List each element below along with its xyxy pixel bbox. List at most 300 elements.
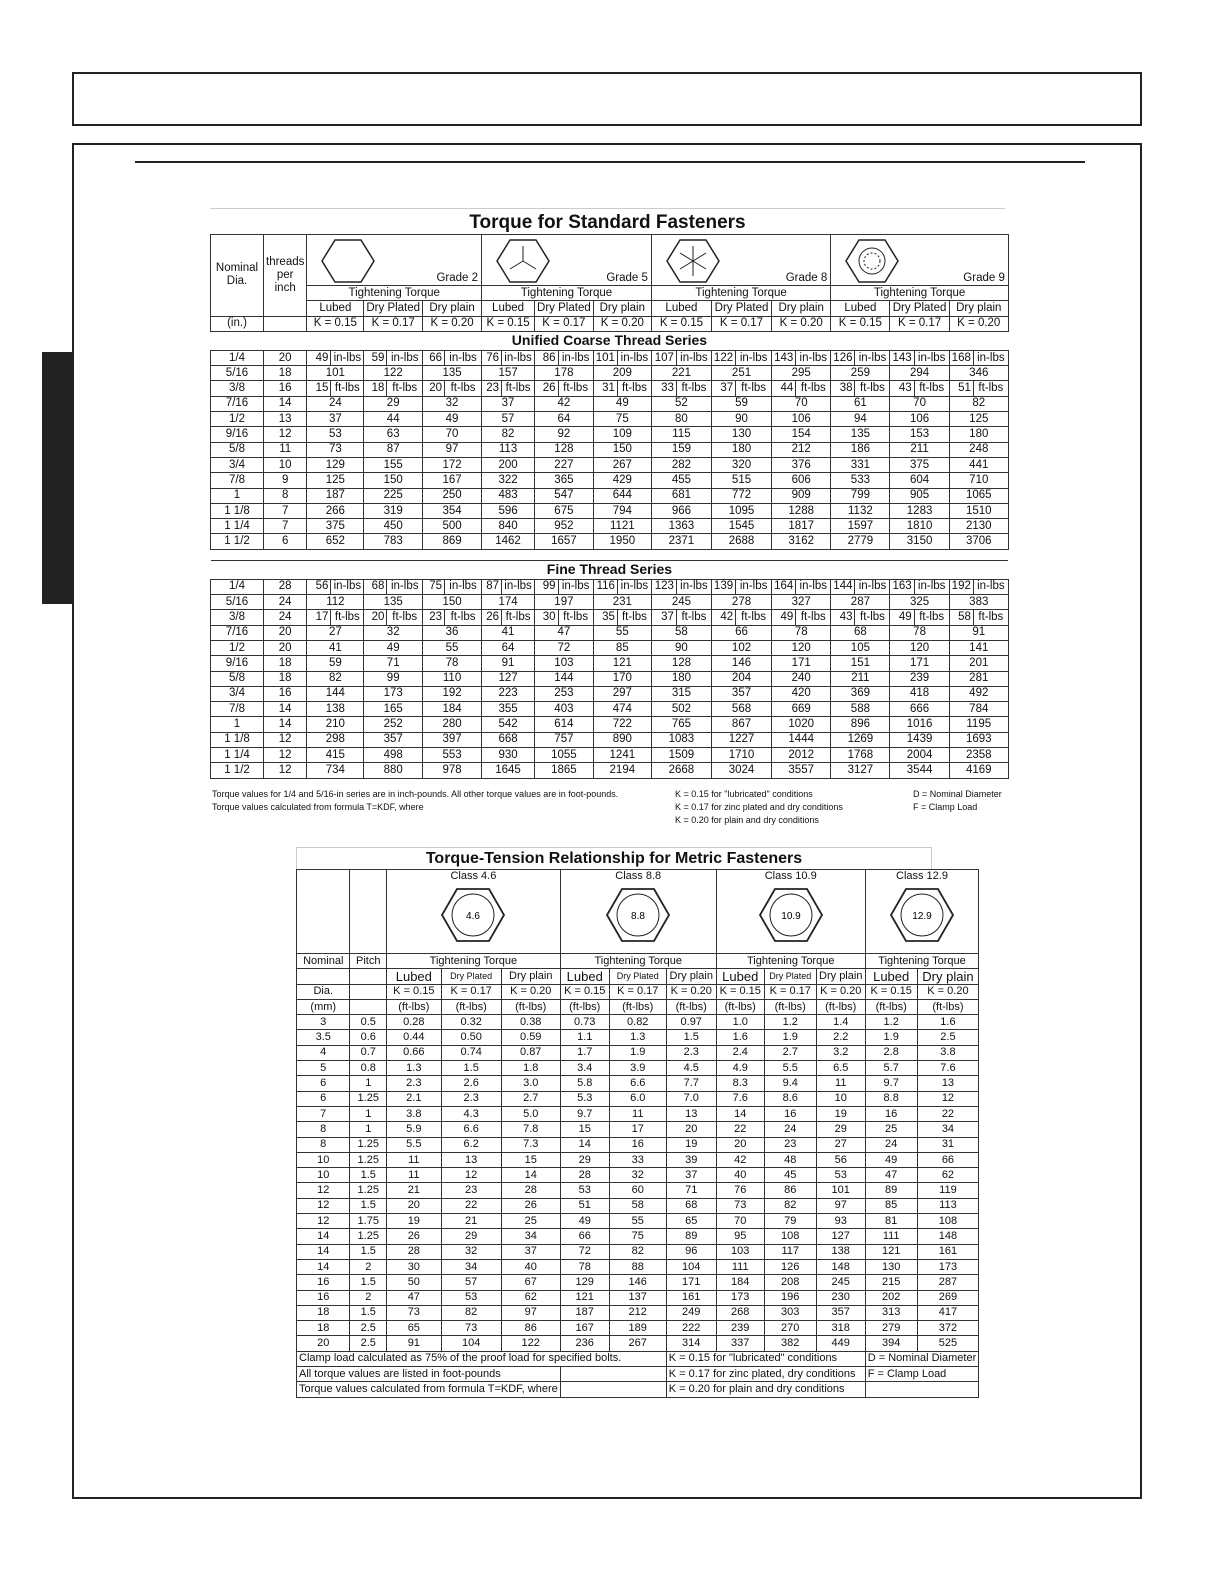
coarse-series-title: Unified Coarse Thread Series — [211, 331, 1009, 350]
torque-value: 59 — [307, 656, 364, 671]
torque-value: 1693 — [949, 732, 1008, 747]
torque-value: 127 — [816, 1229, 865, 1244]
torque-value: 211 — [831, 671, 890, 686]
torque-unit: in-lbs — [736, 350, 772, 365]
unit-ftlbs: (ft-lbs) — [816, 999, 865, 1014]
torque-value: 60 — [609, 1183, 666, 1198]
torque-unit: ft-lbs — [331, 610, 364, 625]
nominal-dia: 1 1/8 — [211, 732, 264, 747]
torque-value: 2.2 — [816, 1030, 865, 1045]
blank — [350, 984, 387, 999]
torque-value: 6.6 — [441, 1122, 501, 1137]
torque-value: 204 — [711, 671, 771, 686]
torque-value: 137 — [609, 1290, 666, 1305]
torque-value: 7.8 — [501, 1122, 560, 1137]
tightening-torque-header: Tightening Torque — [651, 286, 830, 301]
k-factor: K = 0.20 — [816, 984, 865, 999]
k-factor: K = 0.15 — [716, 984, 764, 999]
torque-value: 266 — [307, 503, 364, 518]
table-row — [211, 488, 1009, 503]
nominal-dia: 10 — [297, 1152, 350, 1167]
torque-value: 109 — [593, 427, 651, 442]
torque-value: 167 — [423, 473, 482, 488]
nominal-dia: 5/8 — [211, 671, 264, 686]
table-row — [297, 1321, 979, 1336]
torque-value: 75 — [609, 1229, 666, 1244]
nominal-dia: 14 — [297, 1259, 350, 1274]
torque-value: 20 — [666, 1122, 716, 1137]
torque-value: 39 — [666, 1152, 716, 1167]
torque-value: 37 — [501, 1244, 560, 1259]
unit-in: (in.) — [211, 316, 264, 331]
torque-value: 117 — [764, 1244, 816, 1259]
table-row — [211, 686, 1009, 701]
torque-value: 5.3 — [560, 1091, 609, 1106]
k-factor: K = 0.15 — [482, 316, 535, 331]
pitch: 1 — [350, 1076, 387, 1091]
torque-value: 890 — [593, 732, 651, 747]
torque-value: 515 — [711, 473, 771, 488]
torque-value: 33 — [609, 1152, 666, 1167]
torque-value: 135 — [831, 427, 890, 442]
torque-value: 15 — [307, 381, 331, 396]
torque-value: 89 — [666, 1229, 716, 1244]
torque-value: 11 — [816, 1076, 865, 1091]
torque-value: 282 — [651, 457, 711, 472]
torque-value: 15 — [560, 1122, 609, 1137]
torque-value: 180 — [949, 427, 1008, 442]
torque-value: 210 — [307, 717, 364, 732]
torque-value: 287 — [831, 595, 890, 610]
torque-value: 1121 — [593, 519, 651, 534]
torque-value: 319 — [364, 503, 423, 518]
torque-value: 113 — [917, 1198, 979, 1213]
spacer — [211, 549, 1009, 560]
torque-value: 47 — [387, 1290, 442, 1305]
torque-value: 150 — [423, 595, 482, 610]
torque-value: 82 — [764, 1198, 816, 1213]
table-row — [211, 473, 1009, 488]
torque-value: 120 — [890, 640, 949, 655]
table-row — [297, 1214, 979, 1229]
threads-per-inch: 24 — [264, 595, 307, 610]
torque-value: 23 — [482, 381, 502, 396]
torque-value: 55 — [609, 1214, 666, 1229]
torque-value: 71 — [666, 1183, 716, 1198]
k-factor: K = 0.15 — [560, 984, 609, 999]
nominal-dia: 9/16 — [211, 427, 264, 442]
torque-value: 76 — [716, 1183, 764, 1198]
torque-value: 52 — [651, 396, 711, 411]
torque-value: 29 — [441, 1229, 501, 1244]
torque-value: 43 — [890, 381, 914, 396]
grade-5-hex-icon — [496, 237, 550, 285]
sub-header-dry-plain: Dry plain — [593, 301, 651, 316]
torque-value: 6.6 — [609, 1076, 666, 1091]
torque-value: 1016 — [890, 717, 949, 732]
torque-value: 34 — [501, 1229, 560, 1244]
torque-value: 397 — [423, 732, 482, 747]
section-tab — [42, 352, 72, 604]
table-row — [297, 1091, 979, 1106]
nominal-dia: 6 — [297, 1076, 350, 1091]
torque-value: 772 — [711, 488, 771, 503]
torque-value: 7.6 — [917, 1061, 979, 1076]
torque-value: 483 — [482, 488, 535, 503]
torque-value: 222 — [666, 1321, 716, 1336]
pitch: 1 — [350, 1122, 387, 1137]
blank — [350, 999, 387, 1014]
torque-value: 174 — [482, 595, 535, 610]
torque-unit: ft-lbs — [796, 381, 831, 396]
k-factor: K = 0.20 — [917, 984, 979, 999]
unit-blank — [264, 316, 307, 331]
torque-unit: ft-lbs — [855, 610, 890, 625]
torque-value: 1545 — [711, 519, 771, 534]
torque-value: 56 — [307, 579, 331, 594]
torque-value: 93 — [816, 1214, 865, 1229]
torque-value: 5.5 — [387, 1137, 442, 1152]
nominal-dia: 1 — [211, 717, 264, 732]
torque-unit: ft-lbs — [558, 381, 593, 396]
torque-unit: in-lbs — [914, 579, 949, 594]
torque-value: 37 — [651, 610, 676, 625]
table-row — [211, 748, 1009, 763]
torque-value: 17 — [307, 610, 331, 625]
torque-value: 24 — [307, 396, 364, 411]
tightening-torque-header: Tightening Torque — [387, 954, 561, 969]
torque-value: 1.8 — [501, 1061, 560, 1076]
torque-value: 1.6 — [716, 1030, 764, 1045]
torque-value: 1020 — [772, 717, 831, 732]
pitch: 0.6 — [350, 1030, 387, 1045]
torque-value: 72 — [535, 640, 594, 655]
k-factor: K = 0.15 — [831, 316, 890, 331]
torque-value: 22 — [917, 1106, 979, 1121]
torque-value: 97 — [501, 1305, 560, 1320]
torque-value: 14 — [716, 1106, 764, 1121]
torque-value: 666 — [890, 702, 949, 717]
torque-value: 215 — [865, 1275, 917, 1290]
threads-per-inch: 12 — [264, 748, 307, 763]
torque-value: 186 — [831, 442, 890, 457]
k-factor: K = 0.15 — [387, 984, 442, 999]
torque-value: 3.0 — [501, 1076, 560, 1091]
torque-value: 315 — [651, 686, 711, 701]
torque-value: 75 — [593, 412, 651, 427]
torque-value: 2668 — [651, 763, 711, 778]
torque-value: 201 — [949, 656, 1008, 671]
threads-per-inch: 8 — [264, 488, 307, 503]
torque-value: 82 — [441, 1305, 501, 1320]
torque-value: 9.7 — [865, 1076, 917, 1091]
torque-value: 2.3 — [666, 1045, 716, 1060]
torque-value: 1710 — [711, 748, 771, 763]
torque-value: 1227 — [711, 732, 771, 747]
torque-value: 0.28 — [387, 1015, 442, 1030]
torque-value: 0.32 — [441, 1015, 501, 1030]
torque-value: 1768 — [831, 748, 890, 763]
torque-value: 30 — [387, 1259, 442, 1274]
torque-unit: in-lbs — [445, 350, 482, 365]
torque-value: 143 — [890, 350, 914, 365]
torque-value: 28 — [560, 1168, 609, 1183]
table-row — [297, 1305, 979, 1320]
torque-value: 1.5 — [441, 1061, 501, 1076]
grade-9-hex-icon — [845, 237, 899, 285]
torque-value: 320 — [711, 457, 771, 472]
torque-value: 125 — [949, 412, 1008, 427]
torque-value: 85 — [593, 640, 651, 655]
table-row — [297, 1106, 979, 1121]
torque-value: 7.6 — [716, 1091, 764, 1106]
torque-value: 144 — [307, 686, 364, 701]
torque-value: 722 — [593, 717, 651, 732]
torque-value: 10 — [816, 1091, 865, 1106]
k-factor: K = 0.17 — [890, 316, 949, 331]
torque-value: 212 — [609, 1305, 666, 1320]
torque-value: 2.3 — [441, 1091, 501, 1106]
nominal-dia: 8 — [297, 1122, 350, 1137]
table-row — [211, 396, 1009, 411]
torque-value: 24 — [865, 1137, 917, 1152]
nominal-dia: 1 — [211, 488, 264, 503]
pitch: 0.5 — [350, 1015, 387, 1030]
class-8-8-label: Class 8.8 — [615, 870, 662, 882]
k-factor: K = 0.20 — [593, 316, 651, 331]
torque-value: 14 — [501, 1168, 560, 1183]
table-row — [211, 625, 1009, 640]
torque-unit: ft-lbs — [558, 610, 593, 625]
torque-value: 135 — [423, 366, 482, 381]
threads-per-inch: 16 — [264, 686, 307, 701]
nominal-dia: 5/8 — [211, 442, 264, 457]
metric-fasteners-table — [296, 869, 979, 1398]
torque-unit: in-lbs — [973, 350, 1008, 365]
nominal-dia: 18 — [297, 1321, 350, 1336]
torque-unit: in-lbs — [331, 350, 364, 365]
note-k2: K = 0.17 for zinc plated and dry conditions — [675, 802, 843, 812]
torque-value: 7.3 — [501, 1137, 560, 1152]
torque-value: 122 — [711, 350, 735, 365]
tightening-torque-header: Tightening Torque — [831, 286, 1009, 301]
torque-value: 369 — [831, 686, 890, 701]
threads-per-inch: 24 — [264, 610, 307, 625]
torque-unit: in-lbs — [796, 579, 831, 594]
table-row — [211, 350, 1009, 365]
torque-value: 417 — [917, 1305, 979, 1320]
pitch: 0.7 — [350, 1045, 387, 1060]
torque-value: 2.6 — [441, 1076, 501, 1091]
torque-value: 129 — [560, 1275, 609, 1290]
torque-value: 78 — [423, 656, 482, 671]
torque-value: 37 — [482, 396, 535, 411]
torque-value: 240 — [772, 671, 831, 686]
sub-header-lubed: Lubed — [831, 301, 890, 316]
grade-2-header — [307, 235, 482, 286]
torque-value: 19 — [387, 1214, 442, 1229]
torque-value: 49 — [593, 396, 651, 411]
class-8-8-header — [560, 870, 716, 954]
torque-value: 58 — [609, 1198, 666, 1213]
torque-value: 104 — [666, 1259, 716, 1274]
torque-value: 12 — [917, 1091, 979, 1106]
torque-value: 135 — [364, 595, 423, 610]
torque-value: 17 — [609, 1122, 666, 1137]
k-factor: K = 0.20 — [772, 316, 831, 331]
torque-value: 355 — [482, 702, 535, 717]
torque-value: 245 — [651, 595, 711, 610]
table-row — [297, 1275, 979, 1290]
nominal-dia: 18 — [297, 1305, 350, 1320]
nominal-dia: 3/8 — [211, 610, 264, 625]
torque-unit: in-lbs — [676, 579, 711, 594]
nominal-dia: 5/16 — [211, 366, 264, 381]
nominal-dia: 3/8 — [211, 381, 264, 396]
nominal-dia: 7/8 — [211, 702, 264, 717]
torque-value: 64 — [482, 640, 535, 655]
torque-value: 170 — [593, 671, 651, 686]
torque-value: 337 — [716, 1336, 764, 1351]
torque-value: 3544 — [890, 763, 949, 778]
class-8-8-mark: 8.8 — [631, 911, 646, 922]
torque-value: 2012 — [772, 748, 831, 763]
torque-value: 68 — [666, 1198, 716, 1213]
torque-value: 41 — [307, 640, 364, 655]
torque-value: 27 — [816, 1137, 865, 1152]
torque-value: 6.2 — [441, 1137, 501, 1152]
class-10-9-header — [716, 870, 865, 954]
torque-value: 6.0 — [609, 1091, 666, 1106]
torque-value: 67 — [501, 1275, 560, 1290]
torque-unit: ft-lbs — [676, 610, 711, 625]
torque-value: 553 — [423, 748, 482, 763]
torque-value: 325 — [890, 595, 949, 610]
torque-value: 161 — [666, 1290, 716, 1305]
torque-unit: in-lbs — [617, 350, 651, 365]
torque-value: 32 — [364, 625, 423, 640]
tightening-torque-header: Tightening Torque — [865, 954, 979, 969]
torque-value: 120 — [772, 640, 831, 655]
torque-value: 441 — [949, 457, 1008, 472]
torque-value: 49 — [560, 1214, 609, 1229]
torque-value: 144 — [831, 579, 855, 594]
sub-header-lubed: Lubed — [482, 301, 535, 316]
table-row — [297, 1290, 979, 1305]
table-row — [211, 640, 1009, 655]
torque-value: 141 — [949, 640, 1008, 655]
torque-value: 2004 — [890, 748, 949, 763]
torque-value: 58 — [949, 610, 973, 625]
torque-value: 86 — [535, 350, 558, 365]
blank — [350, 969, 387, 984]
torque-value: 53 — [307, 427, 364, 442]
threads-per-inch: 20 — [264, 625, 307, 640]
torque-unit: in-lbs — [331, 579, 364, 594]
unit-ftlbs: (ft-lbs) — [865, 999, 917, 1014]
k-factor: K = 0.20 — [501, 984, 560, 999]
torque-value: 22 — [716, 1122, 764, 1137]
torque-value: 3706 — [949, 534, 1008, 549]
torque-value: 1283 — [890, 503, 949, 518]
nominal-dia: 1/2 — [211, 412, 264, 427]
torque-value: 280 — [423, 717, 482, 732]
torque-value: 13 — [917, 1076, 979, 1091]
torque-unit: in-lbs — [736, 579, 772, 594]
unit-ftlbs: (ft-lbs) — [917, 999, 979, 1014]
torque-value: 376 — [772, 457, 831, 472]
torque-value: 450 — [364, 519, 423, 534]
nominal-dia: 12 — [297, 1183, 350, 1198]
torque-value: 365 — [535, 473, 594, 488]
torque-value: 102 — [711, 640, 771, 655]
torque-value: 196 — [764, 1290, 816, 1305]
torque-value: 525 — [917, 1336, 979, 1351]
unit-ftlbs: (ft-lbs) — [609, 999, 666, 1014]
note-foot-pounds: All torque values are listed in foot-pounds — [297, 1367, 561, 1382]
sub-header: Lubed — [560, 969, 609, 984]
class-10-9-label: Class 10.9 — [764, 870, 817, 882]
threads-per-inch: 11 — [264, 442, 307, 457]
note-f: F = Clamp Load — [865, 1367, 979, 1382]
torque-value: 51 — [560, 1198, 609, 1213]
torque-value: 20 — [716, 1137, 764, 1152]
torque-value: 231 — [593, 595, 651, 610]
torque-unit: ft-lbs — [736, 610, 772, 625]
nominal-dia: 1/4 — [211, 579, 264, 594]
tightening-torque-header: Tightening Torque — [560, 954, 716, 969]
torque-value: 784 — [949, 702, 1008, 717]
blank — [560, 1382, 666, 1397]
table-row — [297, 1122, 979, 1137]
torque-value: 16 — [764, 1106, 816, 1121]
torque-value: 62 — [501, 1290, 560, 1305]
torque-value: 91 — [387, 1336, 442, 1351]
torque-unit: ft-lbs — [502, 610, 535, 625]
nominal-dia: 8 — [297, 1137, 350, 1152]
table-row — [211, 717, 1009, 732]
sub-header-dry-plain: Dry plain — [772, 301, 831, 316]
torque-value: 1132 — [831, 503, 890, 518]
unit-ftlbs: (ft-lbs) — [666, 999, 716, 1014]
torque-value: 474 — [593, 702, 651, 717]
torque-value: 31 — [917, 1137, 979, 1152]
torque-value: 27 — [307, 625, 364, 640]
torque-value: 59 — [364, 350, 387, 365]
torque-value: 278 — [711, 595, 771, 610]
grade-8-header — [651, 235, 830, 286]
torque-value: 70 — [890, 396, 949, 411]
torque-value: 157 — [482, 366, 535, 381]
sub-header-dry-plain: Dry plain — [423, 301, 482, 316]
torque-value: 1195 — [949, 717, 1008, 732]
torque-value: 542 — [482, 717, 535, 732]
torque-value: 37 — [711, 381, 735, 396]
unit-ftlbs: (ft-lbs) — [716, 999, 764, 1014]
torque-value: 78 — [890, 625, 949, 640]
torque-value: 668 — [482, 732, 535, 747]
torque-value: 35 — [593, 610, 617, 625]
torque-value: 429 — [593, 473, 651, 488]
torque-value: 1657 — [535, 534, 594, 549]
torque-value: 2371 — [651, 534, 711, 549]
torque-value: 279 — [865, 1321, 917, 1336]
torque-value: 101 — [307, 366, 364, 381]
torque-unit: in-lbs — [387, 579, 423, 594]
torque-value: 8.6 — [764, 1091, 816, 1106]
note-k-lubed: K = 0.15 for "lubricated" conditions — [666, 1351, 865, 1366]
torque-value: 1645 — [482, 763, 535, 778]
